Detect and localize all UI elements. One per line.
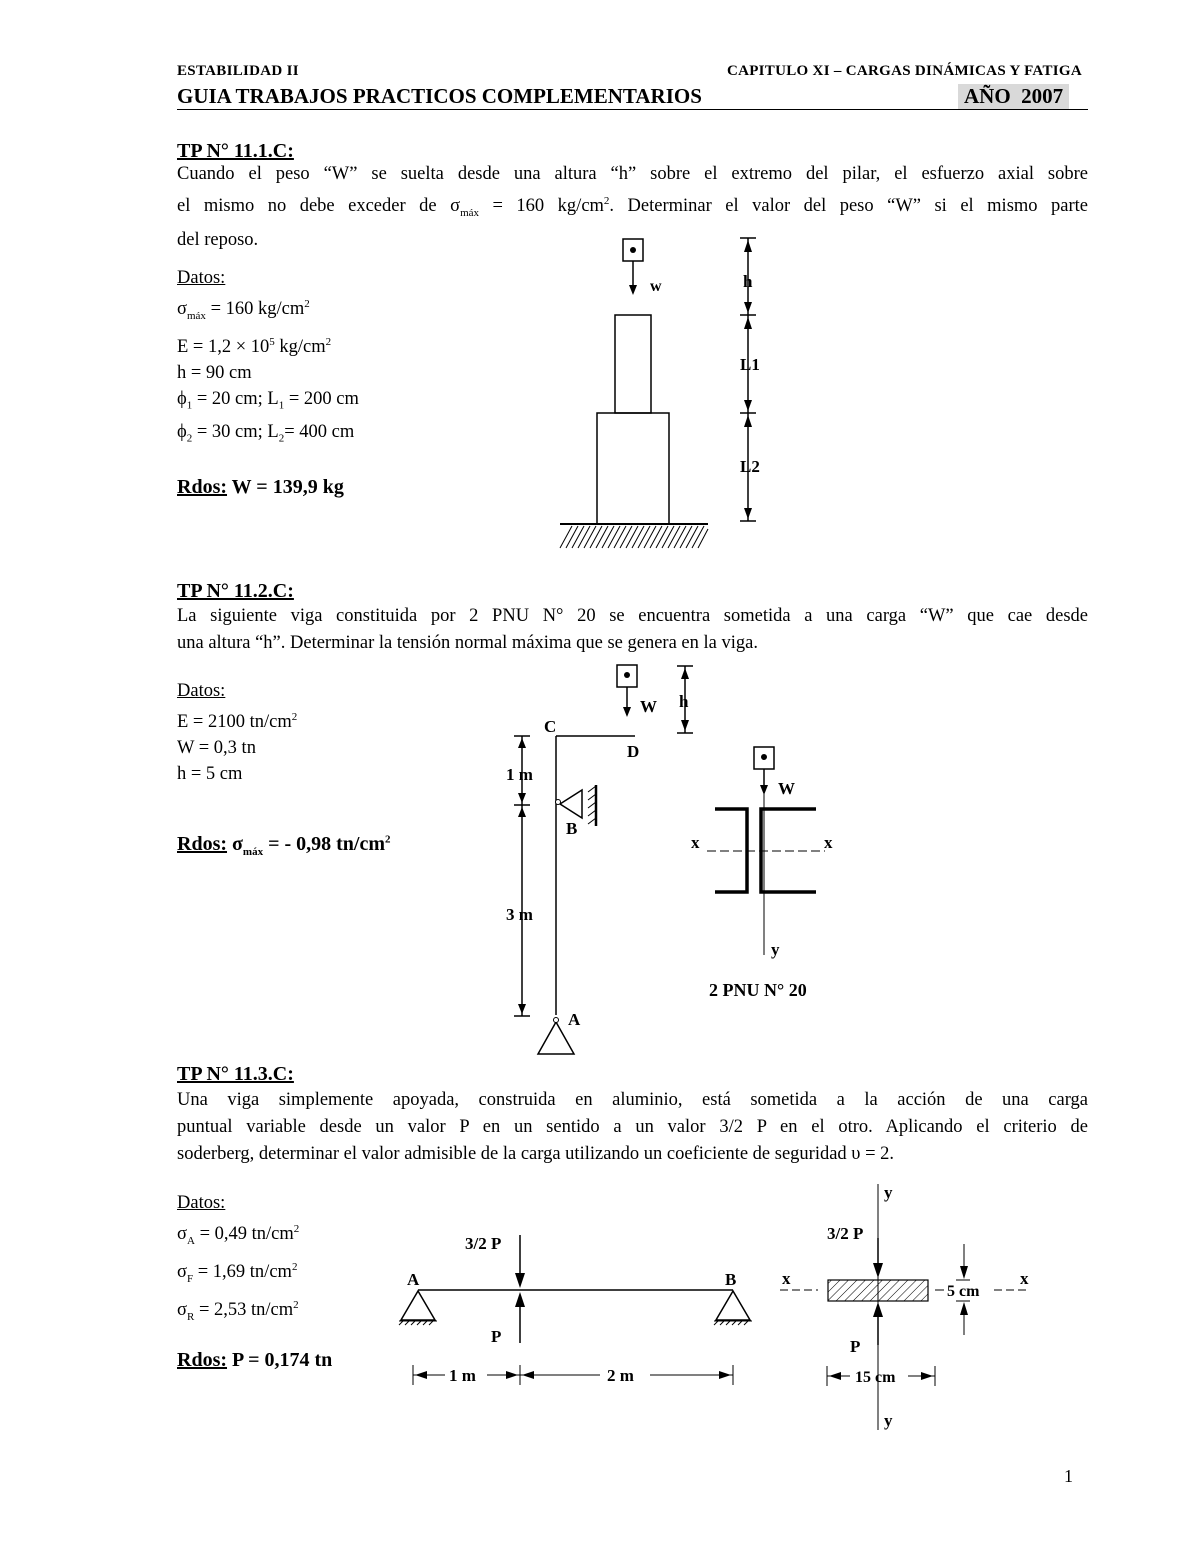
upper-column [615,315,651,413]
tp1-d1: $\sigma_{máx} = 160$ $kg/cm^2$ [177,298,310,322]
y-label: y [771,940,780,959]
tp1-line2: el mismo no debe exceder de $\sigma_{máx} = 160$ $kg/cm^2$. Determinar el valor del peso “W” si el mismo parte [177,195,1088,219]
tp3-d3: $\sigma_R = 2,53$ $tn/cm^2$ [177,1298,299,1323]
y-bottom-label: y [884,1411,893,1430]
guide-title: GUIA TRABAJOS PRACTICOS COMPLEMENTARIOS [177,84,702,108]
tp1-d2: $E = 1,2 \times 10^5$ $kg/cm^2$ [177,335,332,357]
support-a [401,1291,435,1320]
tp1-pillar-diagram [550,232,780,552]
x-left-label: x [691,833,700,852]
tp3-data [177,1190,299,1330]
tp2-datos-label: Datos: [177,681,226,701]
tp2-result: Rdos: $\sigma_{máx}$ = - 0,98 $tn/cm^2$ [177,833,391,858]
header-rule [177,109,1088,110]
tp2-d3: h = 5 cm [177,764,243,785]
tp3-statement [177,1087,1088,1168]
tp2-statement [177,603,1088,657]
tp1-title: TP N° 11.1.C: [177,140,294,162]
tp3-beam-diagram [385,1225,765,1395]
a-label: A [568,1010,581,1029]
tp2-line1: La siguiente viga constituida por 2 PNU N° 20 se encuentra sometida a una carga “W” que cae desde [177,606,1088,626]
tp1-d5: $\phi_2 = 30$ cm; $L_2= 400$ cm [177,421,355,445]
tp3-result: Rdos: P = 0,174 tn [177,1349,333,1371]
tp3-d1: $\sigma_A = 0,49$ $tn/cm^2$ [177,1223,300,1247]
tp3-line2: puntual variable desde un valor P en un sentido a un valor 3/2 P en el otro. Aplicando el criterio de [177,1117,1088,1137]
tp3-line1: Una viga simplemente apoyada, construida en aluminio, está sometida a la acción de una carga [177,1090,1088,1110]
tp2-title: TP N° 11.2.C: [177,580,294,602]
tp2-section-diagram [685,740,845,1005]
three-m-label: 3 m [506,905,533,924]
tp2-d2: W = 0,3 tn [177,738,256,759]
rectangular-section [828,1280,928,1301]
load-p-label: P [850,1337,861,1356]
tp1-datos-label: Datos: [177,268,226,288]
b-label: B [725,1270,737,1289]
tp2-data [177,678,297,787]
tp2-frame-diagram [500,660,710,1060]
five-cm-label: 5 cm [947,1283,980,1300]
lower-column [597,413,669,524]
l2-label: L2 [740,457,760,476]
y-top-label: y [884,1183,893,1202]
tp2-d1: E = 2100 $tn/cm^2$ [177,711,298,733]
support-b [716,1291,750,1320]
b-label: B [566,819,578,838]
support-b [560,790,582,818]
h-label: h [679,692,689,711]
h-label: h [743,272,753,291]
l1-label: L1 [740,355,760,374]
w-label: w [650,278,662,295]
tp1-result: Rdos: W = 139,9 kg [177,476,344,498]
tp3-line3: soderberg, determinar el valor admisible de la carga utilizando un coeficiente de seguridad υ = 2. [177,1144,895,1164]
load-32p-label: 3/2 P [465,1234,502,1253]
tp1-data [177,265,359,451]
one-m-label: 1 m [449,1366,476,1385]
c-label: C [544,717,557,736]
two-m-label: 2 m [607,1366,634,1385]
tp1-d3: h = 90 cm [177,363,252,383]
d-label: D [627,742,640,761]
ground-hatch [560,526,708,548]
page-number: 1 [1064,1466,1073,1486]
tp1-d4: $\phi_1 = 20$ cm; $L_1 = 200$ cm [177,389,359,412]
x-left-label: x [782,1269,791,1288]
course-name: ESTABILIDAD II [177,63,299,79]
a-label: A [407,1270,420,1289]
x-right-label: x [1020,1269,1029,1288]
channel-left [715,809,747,892]
section-caption: 2 PNU N° 20 [709,980,807,1000]
tp3-datos-label: Datos: [177,1193,226,1213]
w-label: W [640,697,657,716]
tp3-section-diagram [770,1180,1040,1440]
load-32p-label: 3/2 P [827,1224,864,1243]
tp3-d2: $\sigma_F = 1,69$ $tn/cm^2$ [177,1260,298,1285]
tp1-line1: Cuando el peso “W” se suelta desde una altura “h” sobre el extremo del pilar, el esfuerzo axial sobre [177,164,1088,184]
year-label: AÑO 2007 [958,84,1069,109]
load-p-label: P [491,1327,502,1346]
tp1-line3: del reposo. [177,229,259,250]
tp3-title: TP N° 11.3.C: [177,1063,294,1085]
w-label: W [778,779,795,798]
one-m-label: 1 m [506,765,533,784]
tp2-line2: una altura “h”. Determinar la tensión normal máxima que se genera en la viga. [177,633,758,653]
x-right-label: x [824,833,833,852]
chapter-title: CAPITULO XI – CARGAS DINÁMICAS Y FATIGA [726,63,1082,79]
fifteen-cm-label: 15 cm [855,1369,896,1386]
